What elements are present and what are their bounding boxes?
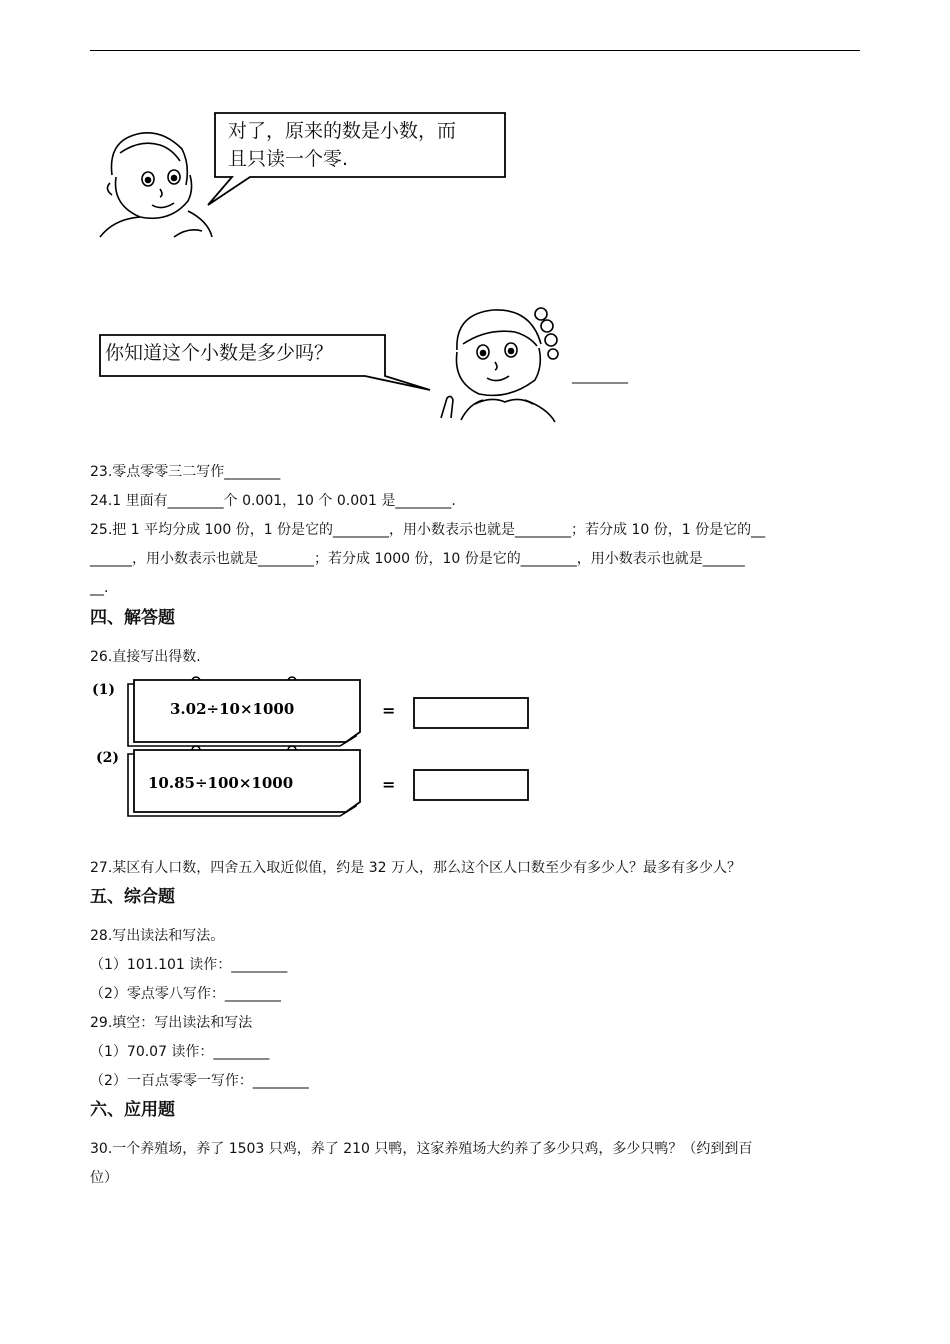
calc-2-answer-box <box>414 770 528 800</box>
calc-1-expression: 3.02÷10×1000 <box>170 700 295 718</box>
calc-1-equals: = <box>382 701 396 720</box>
section-4-heading: 四、解答题 <box>90 608 175 628</box>
calc-2-expression: 10.85÷100×1000 <box>148 774 294 792</box>
question-25-line-3: __. <box>90 580 109 596</box>
boy-figure <box>100 133 212 237</box>
boy-bubble-line-1: 对了，原来的数是小数，而 <box>228 120 457 142</box>
section-5-heading: 五、综合题 <box>90 887 175 907</box>
question-23: 23.零点零零三二写作________ <box>90 464 281 480</box>
question-30-line-1: 30.一个养殖场，养了 1503 只鸡，养了 210 只鸭，这家养殖场大约养了多少只鸡，多少只鸭？（约到到百 <box>90 1141 753 1157</box>
question-28-part-1: （1）101.101 读作：________ <box>90 957 288 973</box>
question-29-part-2: （2）一百点零零一写作：________ <box>90 1073 309 1089</box>
girl-figure <box>441 308 558 422</box>
question-29: 29.填空：写出读法和写法 <box>90 1015 253 1031</box>
question-28-part-2: （2）零点零八写作：________ <box>90 986 281 1002</box>
question-27: 27.某区有人口数，四舍五入取近似值，约是 32 万人，那么这个区人口数至少有多少人？最多有多少人？ <box>90 860 741 876</box>
calc-1-label: (1) <box>92 682 115 698</box>
girl-bubble-text: 你知道这个小数是多少吗？ <box>105 342 334 364</box>
boy-bubble-line-2: 且只读一个零. <box>228 148 349 170</box>
calc-1-answer-box <box>414 698 528 728</box>
illustration-answer-blank: ________ <box>572 368 628 384</box>
question-26: 26.直接写出得数. <box>90 649 201 665</box>
header-rule <box>90 50 860 51</box>
question-25-line-1: 25.把 1 平均分成 100 份，1 份是它的________，用小数表示也就是________；若分成 10 份，1 份是它的__ <box>90 522 766 538</box>
question-25-line-2: ______，用小数表示也就是________；若分成 1000 份，10 份是它的________，用小数表示也就是______ <box>90 551 745 567</box>
calc-2-label: (2) <box>96 750 119 766</box>
question-28: 28.写出读法和写法。 <box>90 928 225 944</box>
calc-2-equals: = <box>382 775 396 794</box>
calc-figure <box>88 672 538 822</box>
question-30-line-2: 位） <box>90 1170 118 1186</box>
question-24: 24.1 里面有________个 0.001，10 个 0.001 是________. <box>90 493 456 509</box>
question-29-part-1: （1）70.07 读作：________ <box>90 1044 270 1060</box>
section-6-heading: 六、应用题 <box>90 1100 175 1120</box>
